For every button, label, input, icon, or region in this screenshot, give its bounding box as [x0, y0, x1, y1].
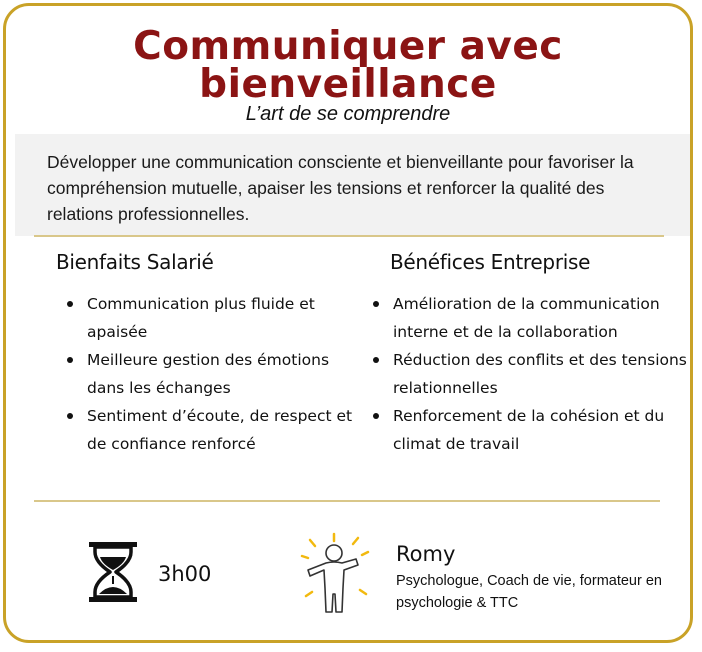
person-icon [296, 532, 378, 622]
list-item: Meilleure gestion des émotions dans les échanges [54, 346, 354, 402]
page-subtitle: L’art de se comprendre [245, 103, 451, 125]
hourglass-icon [86, 540, 140, 604]
list-item: Renforcement de la cohésion et du climat de travail [360, 402, 690, 458]
intro-box [15, 134, 691, 236]
list-item: Sentiment d’écoute, de respect et de confiance renforcé [54, 402, 354, 458]
employee-benefits-list [54, 290, 354, 458]
list-item: Communication plus fluide et apaisée [54, 290, 354, 346]
divider-bottom [34, 500, 660, 502]
list-item: Amélioration de la communication interne et de la collaboration [360, 290, 690, 346]
page-title [6, 24, 690, 107]
course-card [3, 3, 693, 643]
company-benefits-list [360, 290, 690, 458]
employee-benefits-column [54, 250, 354, 458]
employee-benefits-heading: Bienfaits Salarié [56, 250, 214, 274]
title-line-2: bienveillance [199, 62, 497, 107]
company-benefits-column [360, 250, 690, 458]
title-line-1: Communiquer avec [133, 24, 563, 69]
company-benefits-heading: Bénéfices Entreprise [390, 250, 591, 274]
intro-text: Développer une communication consciente et bienveillante pour favoriser la compréhension mutuelle, apaiser les tensions et renforcer la qualité des relations professionnelles. [47, 152, 634, 224]
duration-value: 3h00 [158, 562, 212, 586]
trainer-name: Romy [396, 542, 456, 566]
trainer-role: Psychologue, Coach de vie, formateur en psychologie & TTC [396, 573, 662, 611]
list-item: Réduction des conflits et des tensions relationnelles [360, 346, 690, 402]
divider-top [34, 235, 664, 237]
